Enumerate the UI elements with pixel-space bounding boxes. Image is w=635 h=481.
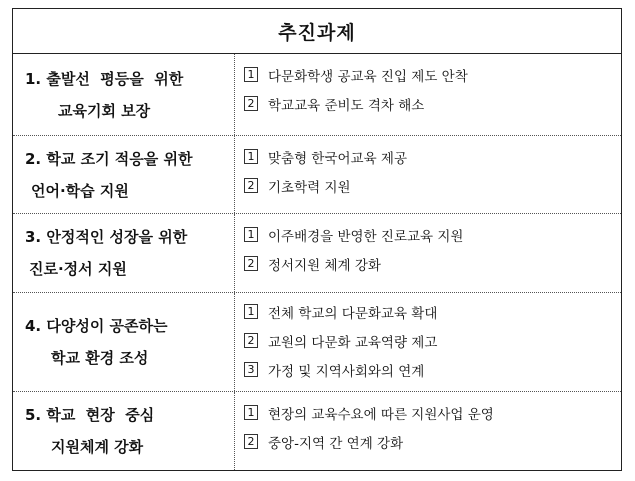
task-number: 3.: [25, 228, 42, 246]
task-heading-line2: 지원체계 강화: [51, 438, 144, 456]
task-heading-cell: [13, 136, 235, 213]
task-heading-text: 안정적인 성장을 위한: [46, 228, 188, 246]
sub-task-list: [235, 54, 621, 135]
task-number: 1.: [25, 69, 42, 88]
task-heading-line1: [25, 399, 154, 431]
item-number-box: 1: [244, 304, 258, 319]
sub-task-item: [244, 326, 621, 355]
sub-task-item: [244, 89, 621, 118]
sub-task-text: 이주배경을 반영한 진로교육 지원: [268, 228, 464, 245]
task-row-4: [13, 293, 621, 392]
task-heading-line2: 교육기회 보장: [58, 101, 151, 120]
task-row-3: [13, 214, 621, 293]
sub-task-list: [235, 392, 621, 470]
item-number-box: 3: [244, 362, 258, 377]
sub-task-item: [244, 142, 621, 171]
task-heading-text: 다양성이 공존하는: [46, 317, 168, 335]
sub-task-text: 맞춤형 한국어교육 제공: [268, 150, 407, 167]
task-heading-line2: 학교 환경 조성: [51, 349, 149, 367]
task-number: 5.: [25, 406, 42, 424]
task-row-5: [13, 392, 621, 470]
task-heading-cell: [13, 293, 235, 391]
item-number-box: 2: [244, 96, 258, 111]
item-number-box: 1: [244, 149, 258, 164]
sub-task-text: 교원의 다문화 교육역량 제고: [268, 334, 438, 351]
sub-task-text: 가정 및 지역사회와의 연계: [268, 363, 425, 380]
task-row-1: [13, 54, 621, 136]
task-heading-cell: [13, 54, 235, 135]
task-heading-line2: 진로·정서 지원: [29, 260, 127, 278]
sub-task-item: [244, 171, 621, 200]
sub-task-item: [244, 355, 621, 384]
sub-task-list: [235, 136, 621, 213]
sub-task-item: [244, 220, 621, 249]
task-heading-text: 학교 조기 적응을 위한: [46, 149, 193, 168]
item-number-box: 2: [244, 256, 258, 271]
sub-task-text: 기초학력 지원: [268, 179, 351, 196]
sub-task-item: [244, 427, 621, 456]
sub-task-text: 학교교육 준비도 격차 해소: [268, 97, 425, 114]
sub-task-item: [244, 249, 621, 278]
sub-task-text: 정서지원 체계 강화: [268, 257, 381, 274]
task-number: 4.: [25, 317, 42, 335]
task-heading-line1: [25, 63, 183, 95]
task-heading-text: 출발선 평등을 위한: [46, 69, 184, 88]
sub-task-list: [235, 293, 621, 391]
sub-task-item: [244, 398, 621, 427]
task-heading-text: 학교 현장 중심: [46, 406, 155, 424]
sub-task-item: [244, 60, 621, 89]
item-number-box: 2: [244, 178, 258, 193]
sub-task-item: [244, 297, 621, 326]
task-number: 2.: [25, 149, 42, 168]
task-heading-line2: 언어·학습 지원: [31, 181, 129, 200]
task-heading-line1: [25, 221, 187, 253]
item-number-box: 2: [244, 333, 258, 348]
task-heading-cell: [13, 392, 235, 470]
task-row-2: [13, 136, 621, 214]
sub-task-text: 중앙-지역 간 연계 강화: [268, 435, 404, 452]
item-number-box: 1: [244, 405, 258, 420]
policy-task-table: [12, 8, 622, 471]
sub-task-text: 다문화학생 공교육 진입 제도 안착: [268, 68, 468, 85]
task-heading-line1: [25, 310, 168, 342]
task-heading-cell: [13, 214, 235, 292]
item-number-box: 2: [244, 434, 258, 449]
item-number-box: 1: [244, 67, 258, 82]
sub-task-text: 전체 학교의 다문화교육 확대: [268, 305, 438, 322]
sub-task-list: [235, 214, 621, 292]
table-title: 추진과제: [13, 9, 621, 54]
sub-task-text: 현장의 교육수요에 따른 지원사업 운영: [268, 406, 494, 423]
task-heading-line1: [25, 143, 192, 175]
item-number-box: 1: [244, 227, 258, 242]
